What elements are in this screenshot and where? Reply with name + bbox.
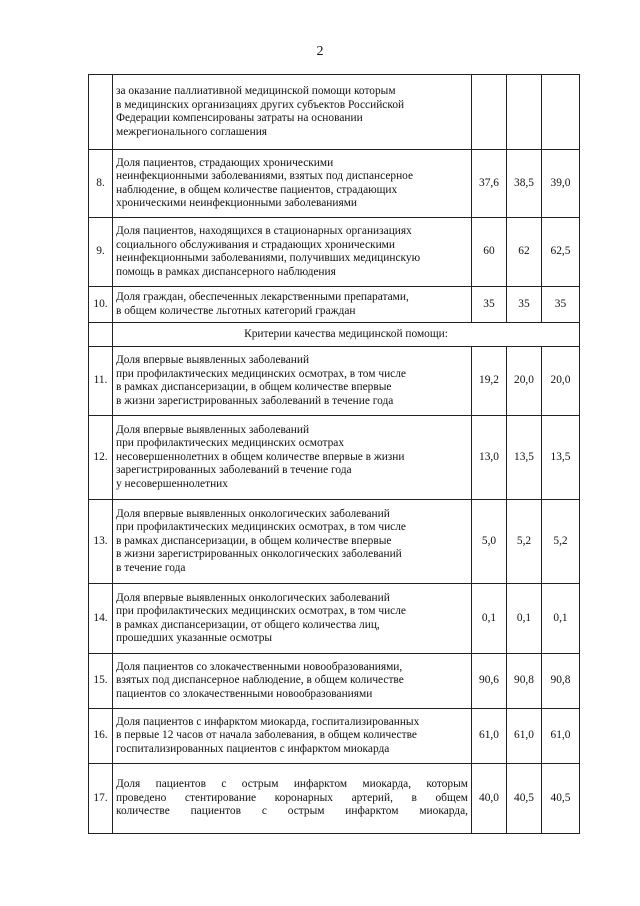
table-row xyxy=(89,416,580,500)
indicators-table xyxy=(88,74,580,834)
indicator-text: Доля пациентов, страдающих хроническими неинфекционными заболеваниями, взятых под диспансерное наблюдение, в общем количестве пациентов, страдающих хроническими неинфекционными заболеваниями xyxy=(116,156,414,209)
indicator-description xyxy=(113,347,472,416)
indicator-description xyxy=(113,218,472,287)
indicator-description xyxy=(113,764,472,834)
indicator-text: Доля пациентов, находящихся в стационарных организациях социального обслуживания и страдающих хроническими неинфекционными заболеваниями, получивших медицинскую помощь в рамках диспансерного наблюдения xyxy=(116,225,421,278)
value-year-3: 61,0 xyxy=(542,709,580,764)
value-year-2: 20,0 xyxy=(507,347,542,416)
row-number: 8. xyxy=(89,150,113,218)
table-row xyxy=(89,709,580,764)
value-year-3: 90,8 xyxy=(542,654,580,709)
indicator-text: Доля впервые выявленных онкологических заболеваний при профилактических медицинских осмотрах, в том числе в рамках диспансеризации, в общем количестве впервые в жизни зарегистрированных онкологических заболеваний в течение года xyxy=(116,507,406,574)
value-year-2: 90,8 xyxy=(507,654,542,709)
row-number: 13. xyxy=(89,500,113,584)
indicator-description xyxy=(113,75,472,150)
value-year-3: 13,5 xyxy=(542,416,580,500)
table-row xyxy=(89,75,580,150)
table-row xyxy=(89,584,580,654)
table-row xyxy=(89,218,580,287)
indicator-description xyxy=(113,150,472,218)
indicator-text: Доля впервые выявленных заболеваний при профилактических медицинских осмотрах несовершеннолетних в общем количестве впервые в жизни зарегистрированных заболеваний в течение года у несовершеннолетних xyxy=(116,423,405,490)
indicator-text: Доля впервые выявленных онкологических заболеваний при профилактических медицинских осмотрах, в том числе в рамках диспансеризации, от общего количества лиц, прошедших указанные осмотры xyxy=(116,591,406,644)
indicator-text: за оказание паллиативной медицинской помощи которым в медицинских организациях других субъектов Российской Федерации компенсированы затраты на основании межрегионального соглашения xyxy=(116,85,405,138)
indicator-description xyxy=(113,584,472,654)
value-year-3: 40,5 xyxy=(542,764,580,834)
value-year-3: 35 xyxy=(542,287,580,323)
value-year-1 xyxy=(472,75,507,150)
row-number xyxy=(89,75,113,150)
indicator-text: Доля пациентов с острым инфарктом миокарда, которым проведено стентирование коронарных артерий, в общем количестве пациентов с острым инфарктом миокарда, xyxy=(116,778,468,818)
value-year-1: 60 xyxy=(472,218,507,287)
row-number: 17. xyxy=(89,764,113,834)
value-year-1: 37,6 xyxy=(472,150,507,218)
value-year-3: 39,0 xyxy=(542,150,580,218)
table-body xyxy=(89,75,580,834)
table-row xyxy=(89,654,580,709)
row-number: 16. xyxy=(89,709,113,764)
indicator-description xyxy=(113,287,472,323)
value-year-1: 13,0 xyxy=(472,416,507,500)
row-number: 15. xyxy=(89,654,113,709)
value-year-2: 62 xyxy=(507,218,542,287)
value-year-3: 62,5 xyxy=(542,218,580,287)
value-year-3: 0,1 xyxy=(542,584,580,654)
value-year-1: 40,0 xyxy=(472,764,507,834)
table-row xyxy=(89,150,580,218)
value-year-3 xyxy=(542,75,580,150)
indicator-description xyxy=(113,416,472,500)
value-year-2: 13,5 xyxy=(507,416,542,500)
section-title: Критерии качества медицинской помощи: xyxy=(113,323,580,347)
page-number: 2 xyxy=(316,44,324,59)
value-year-1: 0,1 xyxy=(472,584,507,654)
value-year-2: 40,5 xyxy=(507,764,542,834)
value-year-1: 61,0 xyxy=(472,709,507,764)
row-number: 10. xyxy=(89,287,113,323)
row-number: 12. xyxy=(89,416,113,500)
value-year-2: 0,1 xyxy=(507,584,542,654)
value-year-1: 35 xyxy=(472,287,507,323)
indicator-description xyxy=(113,709,472,764)
value-year-1: 90,6 xyxy=(472,654,507,709)
indicator-text: Доля пациентов с инфарктом миокарда, госпитализированных в первые 12 часов от начала заболевания, в общем количестве госпитализированных пациентов с инфарктом миокарда xyxy=(116,715,420,755)
indicator-text: Доля граждан, обеспеченных лекарственными препаратами, в общем количестве льготных категорий граждан xyxy=(116,291,409,317)
value-year-3: 5,2 xyxy=(542,500,580,584)
value-year-1: 19,2 xyxy=(472,347,507,416)
table-row xyxy=(89,764,580,834)
indicator-description xyxy=(113,654,472,709)
row-number: 9. xyxy=(89,218,113,287)
table-row xyxy=(89,287,580,323)
value-year-2: 38,5 xyxy=(507,150,542,218)
value-year-1: 5,0 xyxy=(472,500,507,584)
value-year-3: 20,0 xyxy=(542,347,580,416)
value-year-2: 5,2 xyxy=(507,500,542,584)
indicator-text: Доля пациентов со злокачественными новообразованиями, взятых под диспансерное наблюдение, в общем количестве пациентов со злокачественными новообразованиями xyxy=(116,660,404,700)
value-year-2 xyxy=(507,75,542,150)
table-row xyxy=(89,347,580,416)
value-year-2: 61,0 xyxy=(507,709,542,764)
value-year-2: 35 xyxy=(507,287,542,323)
row-number-cell xyxy=(89,323,113,347)
indicator-description xyxy=(113,500,472,584)
row-number: 14. xyxy=(89,584,113,654)
table-row xyxy=(89,500,580,584)
indicator-text: Доля впервые выявленных заболеваний при профилактических медицинских осмотрах, в том числе в рамках диспансеризации, в общем количестве впервые в жизни зарегистрированных заболеваний в течение года xyxy=(116,354,406,407)
section-header-row xyxy=(89,323,580,347)
row-number: 11. xyxy=(89,347,113,416)
